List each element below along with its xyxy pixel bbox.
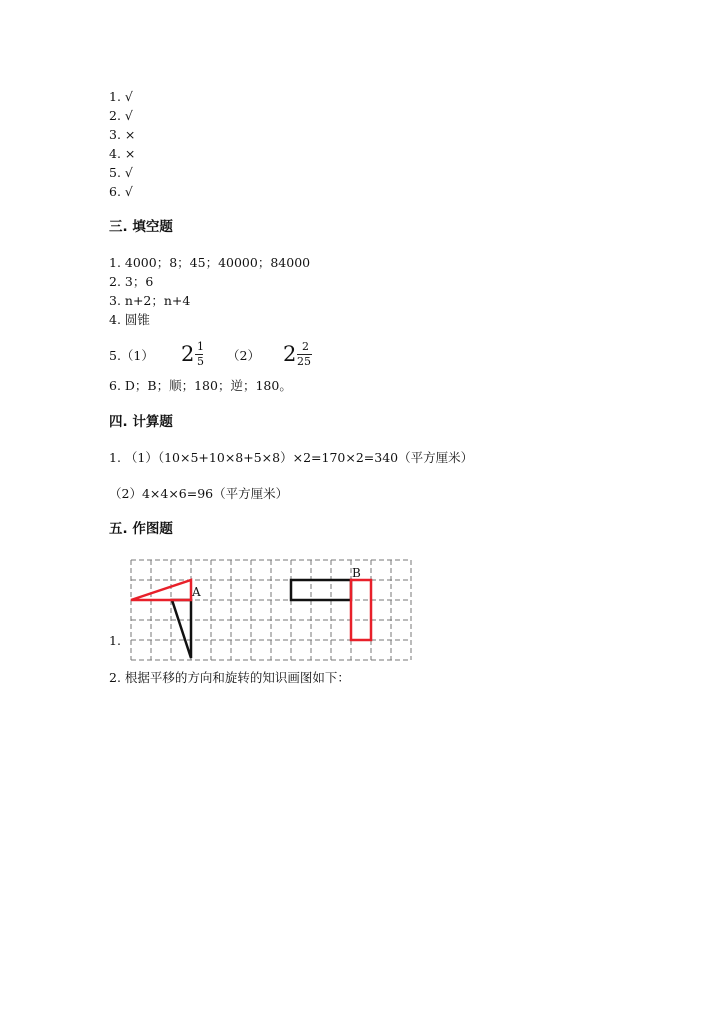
fill-answer-2: 2. 3；6 (109, 274, 154, 289)
section3-title: 三. 填空题 (109, 219, 173, 235)
grid-lines (131, 560, 411, 660)
q5-prefix: 5.（1） (109, 348, 154, 363)
rotated-triangle (131, 580, 191, 600)
original-triangle (172, 600, 191, 658)
fraction2-denominator: 25 (297, 355, 311, 368)
fraction2-numerator: 2 (302, 340, 309, 353)
q5-part2: （2） (227, 348, 260, 363)
fill-answer-4: 4. 圆锥 (109, 312, 150, 327)
fill-answer-3: 3. n+2；n+4 (109, 293, 191, 308)
fill-answer-6: 6. D；B；顺；180；逆；180。 (109, 378, 292, 393)
point-a-label: A (192, 585, 201, 599)
fraction2-whole: 2 (283, 342, 297, 366)
figure-1-label: 1. (109, 633, 121, 648)
judgment-answer-3: 3. × (109, 127, 136, 142)
fraction1-numerator: 1 (197, 340, 204, 353)
drawing-grid-figure (127, 556, 417, 666)
judgment-answer-4: 4. × (109, 146, 136, 161)
original-rectangle (291, 580, 351, 600)
drawing-answer-2: 2. 根据平移的方向和旋转的知识画图如下： (109, 670, 350, 685)
section4-title: 四. 计算题 (109, 414, 173, 430)
section5-title: 五. 作图题 (109, 521, 173, 537)
calc-answer-2: （2）4×4×6=96（平方厘米） (109, 486, 289, 501)
judgment-answer-5: 5. √ (109, 165, 133, 180)
rotated-rectangle (351, 580, 371, 640)
judgment-answer-1: 1. √ (109, 89, 133, 104)
fill-answer-1: 1. 4000；8；45；40000；84000 (109, 255, 311, 270)
judgment-answer-6: 6. √ (109, 184, 133, 199)
fraction1-whole: 2 (181, 342, 195, 366)
point-b-label: B (352, 566, 361, 580)
calc-answer-1: 1. （1）（10×5+10×8+5×8）×2=170×2=340（平方厘米） (109, 450, 474, 465)
fraction1-denominator: 5 (197, 355, 204, 368)
judgment-answer-2: 2. √ (109, 108, 133, 123)
